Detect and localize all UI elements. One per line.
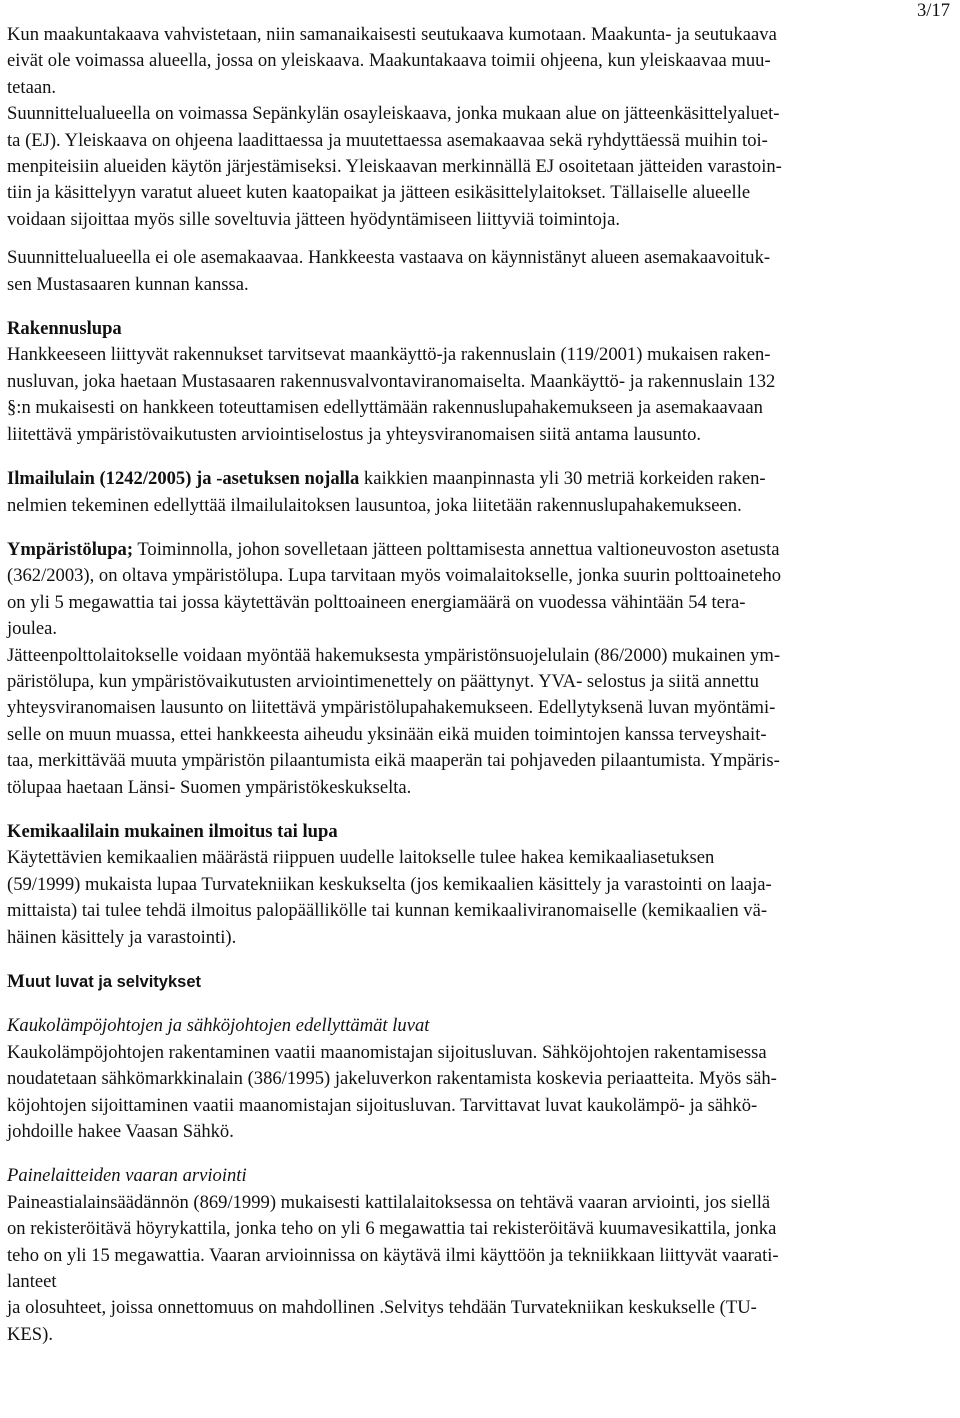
document-body (7, 22, 957, 1348)
text-line: voidaan sijoittaa myös sille soveltuvia jätteen hyödyntämiseen liittyviä toimintoja. (7, 208, 620, 230)
text-line: ta (EJ). Yleiskaava on ohjeena laadittaessa ja muutettaessa asemakaavaa sekä ryhdyttäessä muihin toi- (7, 129, 768, 151)
bold-lead: Ilmailulain (1242/2005) ja -asetuksen nojalla (7, 468, 360, 490)
text-line: yhteysviranomaisen lausunto on liitettävä ympäristölupahakemukseen. Edellytyksenä luvan myöntämi- (7, 697, 776, 719)
text-line: §:n mukaisesti on hankkeen toteuttamisen edellyttämään rakennuslupahakemukseen ja asemakaavaan (7, 397, 763, 419)
text-line: Paineastialainsäädännön (869/1999) mukaisesti kattilalaitoksessa on tehtävä vaaran arviointi, jos siellä (7, 1191, 771, 1213)
text-line: eivät ole voimassa alueella, jossa on yleiskaava. Maakuntakaava toimii ohjeena, kun yleiskaavaa muu- (7, 50, 771, 72)
text-line (7, 537, 957, 563)
text-line: johdoille hakee Vaasan Sähkö. (7, 1121, 234, 1143)
text-line: (59/1999) mukaista lupaa Turvatekniikan keskukselta (jos kemikaalien käsittely ja varastointi on laaja- (7, 873, 772, 895)
paragraph-regional-plan (7, 22, 957, 233)
section-district-heating (7, 1013, 957, 1145)
page-number: 3/17 (916, 0, 950, 21)
heading-initial: M (7, 971, 25, 992)
text-line: on rekisteröitävä höyrykattila, jonka teho on yli 6 megawattia tai rekisteröitävä kuumavesikattila, jonka (7, 1218, 777, 1240)
subsection-heading: Kaukolämpöjohtojen ja sähköjohtojen edellyttämät luvat (7, 1015, 430, 1037)
text-line: tölupaa haetaan Länsi- Suomen ympäristökeskukselta. (7, 776, 412, 798)
text-line: Hankkeeseen liittyvät rakennukset tarvitsevat maankäyttö-ja rakennuslain (119/2001) mukaisen raken- (7, 344, 771, 366)
text-line: häinen käsittely ja varastointi). (7, 926, 237, 948)
text-line: KES). (7, 1323, 53, 1345)
text-line: nelmien tekeminen edellyttää ilmailulaitoksen lausuntoa, joka liitetään rakennuslupahakemukseen. (7, 494, 742, 516)
text-line: lanteet (7, 1271, 57, 1293)
text-line: liitettävä ympäristövaikutusten arviointiselostus ja yhteysviranomaisen siitä antama lausunto. (7, 423, 702, 445)
text-line: on yli 5 megawattia tai jossa käytettävän polttoaineen energiamäärä on vuodessa vähintään 54 tera- (7, 591, 746, 613)
section-heading: Rakennuslupa (7, 318, 122, 340)
text-line: tetaan. (7, 76, 57, 98)
section-heading-other-permits (7, 969, 957, 995)
text-line: Kaukolämpöjohtojen rakentaminen vaatii maanomistajan sijoitusluvan. Sähköjohtojen rakentamisessa (7, 1041, 767, 1063)
text-line: Suunnittelualueella ei ole asemakaavaa. Hankkeesta vastaava on käynnistänyt alueen asemakaavoituk- (7, 247, 771, 269)
heading-rest: uut luvat ja selvitykset (24, 973, 202, 991)
text-line: Jätteenpolttolaitokselle voidaan myöntää hakemuksesta ympäristönsuojelulain (86/2000) mukainen ym- (7, 644, 781, 666)
text-line: noudatetaan sähkömarkkinalain (386/1995) jakeluverkon rakentamista koskevia periaatteita. Myös säh- (7, 1068, 777, 1090)
text-line (7, 466, 957, 492)
text-line: sen Mustasaaren kunnan kanssa. (7, 273, 249, 295)
text-line: taa, merkittävää muuta ympäristön pilaantumista eikä maaperän tai pohjaveden pilaantumista. Ympäris- (7, 750, 780, 772)
section-pressure-equipment (7, 1163, 957, 1348)
section-heading: Kemikaalilain mukainen ilmoitus tai lupa (7, 820, 338, 842)
text-line: selle on muun muassa, ettei hankkeesta aiheudu yksinään eikä muiden toimintojen kanssa terveyshait- (7, 723, 767, 745)
text-line: joulea. (7, 618, 58, 640)
bold-lead: Ympäristölupa; (7, 538, 134, 560)
text-line: (362/2003), on oltava ympäristölupa. Lupa tarvitaan myös voimalaitokselle, jonka suurin polttoaineteho (7, 565, 782, 587)
text-line: ja olosuhteet, joissa onnettomuus on mahdollinen .Selvitys tehdään Turvatekniikan keskukselle (TU- (7, 1297, 757, 1319)
text-line: Kun maakuntakaava vahvistetaan, niin samanaikaisesti seutukaava kumotaan. Maakunta- ja seutukaava (7, 24, 777, 45)
paragraph-environmental-permit (7, 537, 957, 801)
section-building-permit (7, 316, 957, 448)
text-line: köjohtojen sijoittaminen vaatii maanomistajan sijoitusluvan. Tarvittavat luvat kaukolämpö- ja sähkö- (7, 1094, 758, 1116)
line-rest: kaikkien maanpinnasta yli 30 metriä korkeiden raken- (359, 468, 766, 490)
paragraph-detailed-plan (7, 245, 957, 298)
text-line: teho on yli 15 megawattia. Vaaran arvioinnissa on käytävä ilmi käyttöön ja tekniikkaan liittyvät vaarati- (7, 1244, 779, 1266)
text-line: menpiteisiin alueiden käytön järjestämiseksi. Yleiskaavan merkinnällä EJ osoitetaan jätteiden varastoin- (7, 156, 782, 178)
text-line: nusluvan, joka haetaan Mustasaaren rakennusvalvontaviranomaiselta. Maankäyttö- ja rakennuslain 132 (7, 370, 776, 392)
text-line: Käytettävien kemikaalien määrästä riippuen uudelle laitokselle tulee hakea kemikaaliasetuksen (7, 847, 715, 869)
line-rest: Toiminnolla, johon sovelletaan jätteen polttamisesta annettua valtioneuvoston asetusta (133, 538, 780, 560)
text-line: päristölupa, kun ympäristövaikutusten arviointimenettely on päättynyt. YVA- selostus ja siitä annettu (7, 670, 759, 692)
text-line: tiin ja käsittelyyn varatut alueet kuten kaatopaikat ja jätteen esikäsittelylaitokset. Tällaiselle alueelle (7, 182, 751, 204)
text-line: mittaista) tai tulee tehdä ilmoitus palopäällikölle tai kunnan kemikaaliviranomaiselle (kemikaalien vä- (7, 900, 768, 922)
text-line: Suunnittelualueella on voimassa Sepänkylän osayleiskaava, jonka mukaan alue on jätteenkäsittelyaluet- (7, 103, 780, 125)
subsection-heading: Painelaitteiden vaaran arviointi (7, 1165, 247, 1187)
section-chemicals-law (7, 819, 957, 951)
paragraph-aviation-law (7, 466, 957, 519)
